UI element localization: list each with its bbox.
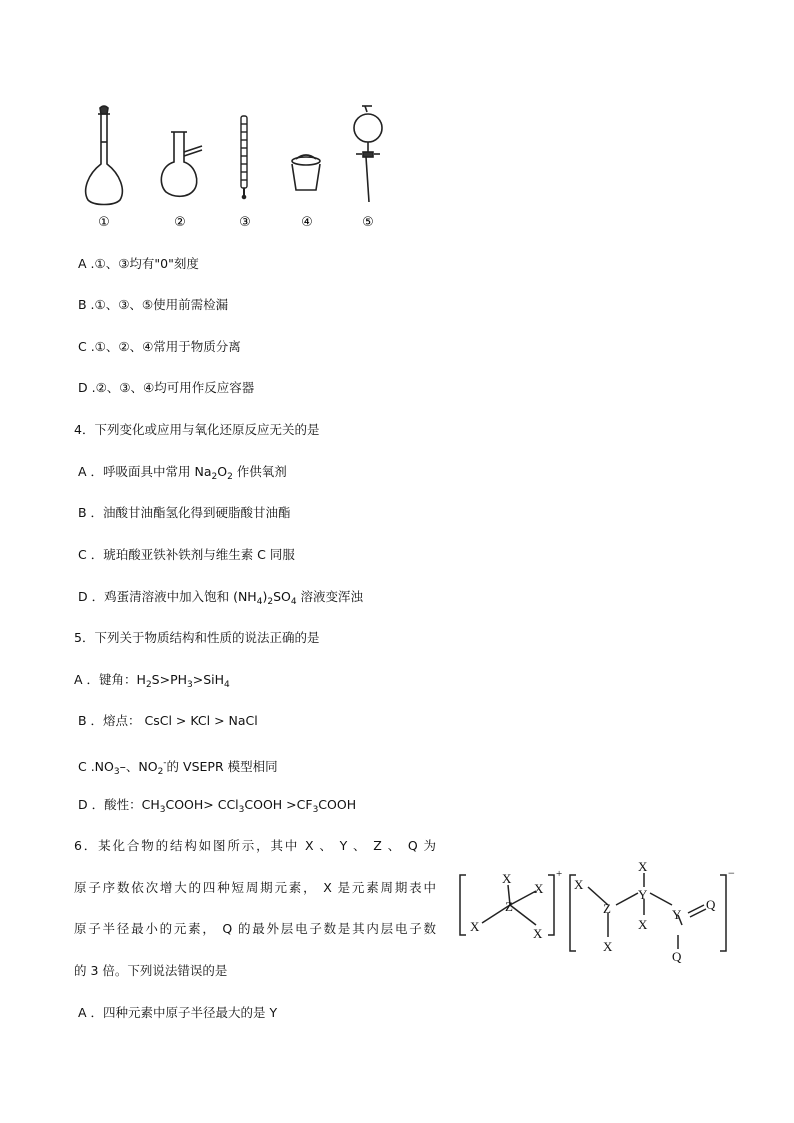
- anion-y-1: Y: [638, 887, 648, 902]
- apparatus-label-1: ①: [98, 215, 110, 230]
- distilling-flask-drawing: [161, 132, 202, 196]
- ionic-structure-figure: [448, 853, 748, 968]
- anion-x-top: X: [638, 859, 648, 874]
- q6-stem-line-4: 的 3 倍。下列说法错误的是: [74, 963, 228, 978]
- cation-x-top: X: [502, 871, 512, 886]
- anion-z: Z: [603, 901, 611, 916]
- anion-charge: −: [728, 866, 735, 880]
- anion-q-bottom: Q: [672, 949, 682, 964]
- q5-option-b: B ．熔点： CsCl > KCl > NaCl: [78, 713, 258, 728]
- cation-charge: +: [556, 868, 563, 880]
- q3-option-b: B .①、③、⑤使用前需检漏: [78, 297, 229, 312]
- separatory-funnel-drawing: [354, 106, 382, 202]
- q5-option-c: C $.NO_3-$、$NO_2^-$的 VSEPR 模型相同: [78, 758, 278, 777]
- q3-option-c: C .①、②、④常用于物质分离: [78, 339, 241, 354]
- q3-option-d: D .②、③、④均可用作反应容器: [78, 380, 255, 395]
- q5-option-a: A ．键角：$H_2S>PH_3>SiH_4$: [74, 672, 230, 690]
- q6-stem-line-1: 6．某化合物的结构如图所示，其中 X 、 Y 、 Z 、 Q 为: [74, 838, 436, 853]
- q5-option-d: D ．酸性：$CH_3COOH>$ CCl$_3$COOH $>CF_3COOH$: [78, 797, 357, 815]
- cation-x-right: X: [534, 881, 544, 896]
- q4-stem: 4．下列变化或应用与氧化还原反应无关的是: [74, 422, 320, 437]
- cation-x-left: X: [470, 919, 480, 934]
- q6-stem-line-3: 原子半径最小的元素， Q 的最外层电子数是其内层电子数: [74, 921, 436, 936]
- anion-q-right: Q: [706, 897, 716, 912]
- graduated-tube-drawing: [241, 116, 247, 199]
- apparatus-label-5: ⑤: [362, 215, 374, 230]
- anion-x-under-z: X: [603, 939, 613, 954]
- cation-x-bottom: X: [533, 926, 543, 941]
- apparatus-label-3: ③: [239, 215, 251, 230]
- apparatus-label-2: ②: [174, 215, 186, 230]
- volumetric-flask-drawing: [86, 106, 123, 205]
- anion-x-under-y: X: [638, 917, 648, 932]
- q3-option-a: A .①、③均有"0"刻度: [78, 256, 199, 271]
- apparatus-label-4: ④: [301, 215, 313, 230]
- q4-option-b: B ．油酸甘油酯氢化得到硬脂酸甘油酯: [78, 505, 291, 520]
- apparatus-figure: [74, 102, 398, 234]
- anion-y-2: Y: [672, 907, 682, 922]
- q6-stem-line-2: 原子序数依次增大的四种短周期元素， X 是元素周期表中: [74, 880, 436, 895]
- q4-option-a: A ．呼吸面具中常用 $Na_2O_2$ 作供氧剂: [78, 464, 287, 482]
- anion-x-left: X: [574, 877, 584, 892]
- q5-stem: 5．下列关于物质结构和性质的说法正确的是: [74, 630, 320, 645]
- q4-option-c: C ．琥珀酸亚铁补铁剂与维生素 C 同服: [78, 547, 295, 562]
- cation-z: Z: [505, 899, 513, 914]
- q6-option-a: A ．四种元素中原子半径最大的是 Y: [78, 1005, 278, 1020]
- crucible-drawing: [292, 155, 320, 190]
- q4-option-d: D ．鸡蛋清溶液中加入饱和 $(NH_4)_2SO_4$ 溶液变浑浊: [78, 589, 364, 607]
